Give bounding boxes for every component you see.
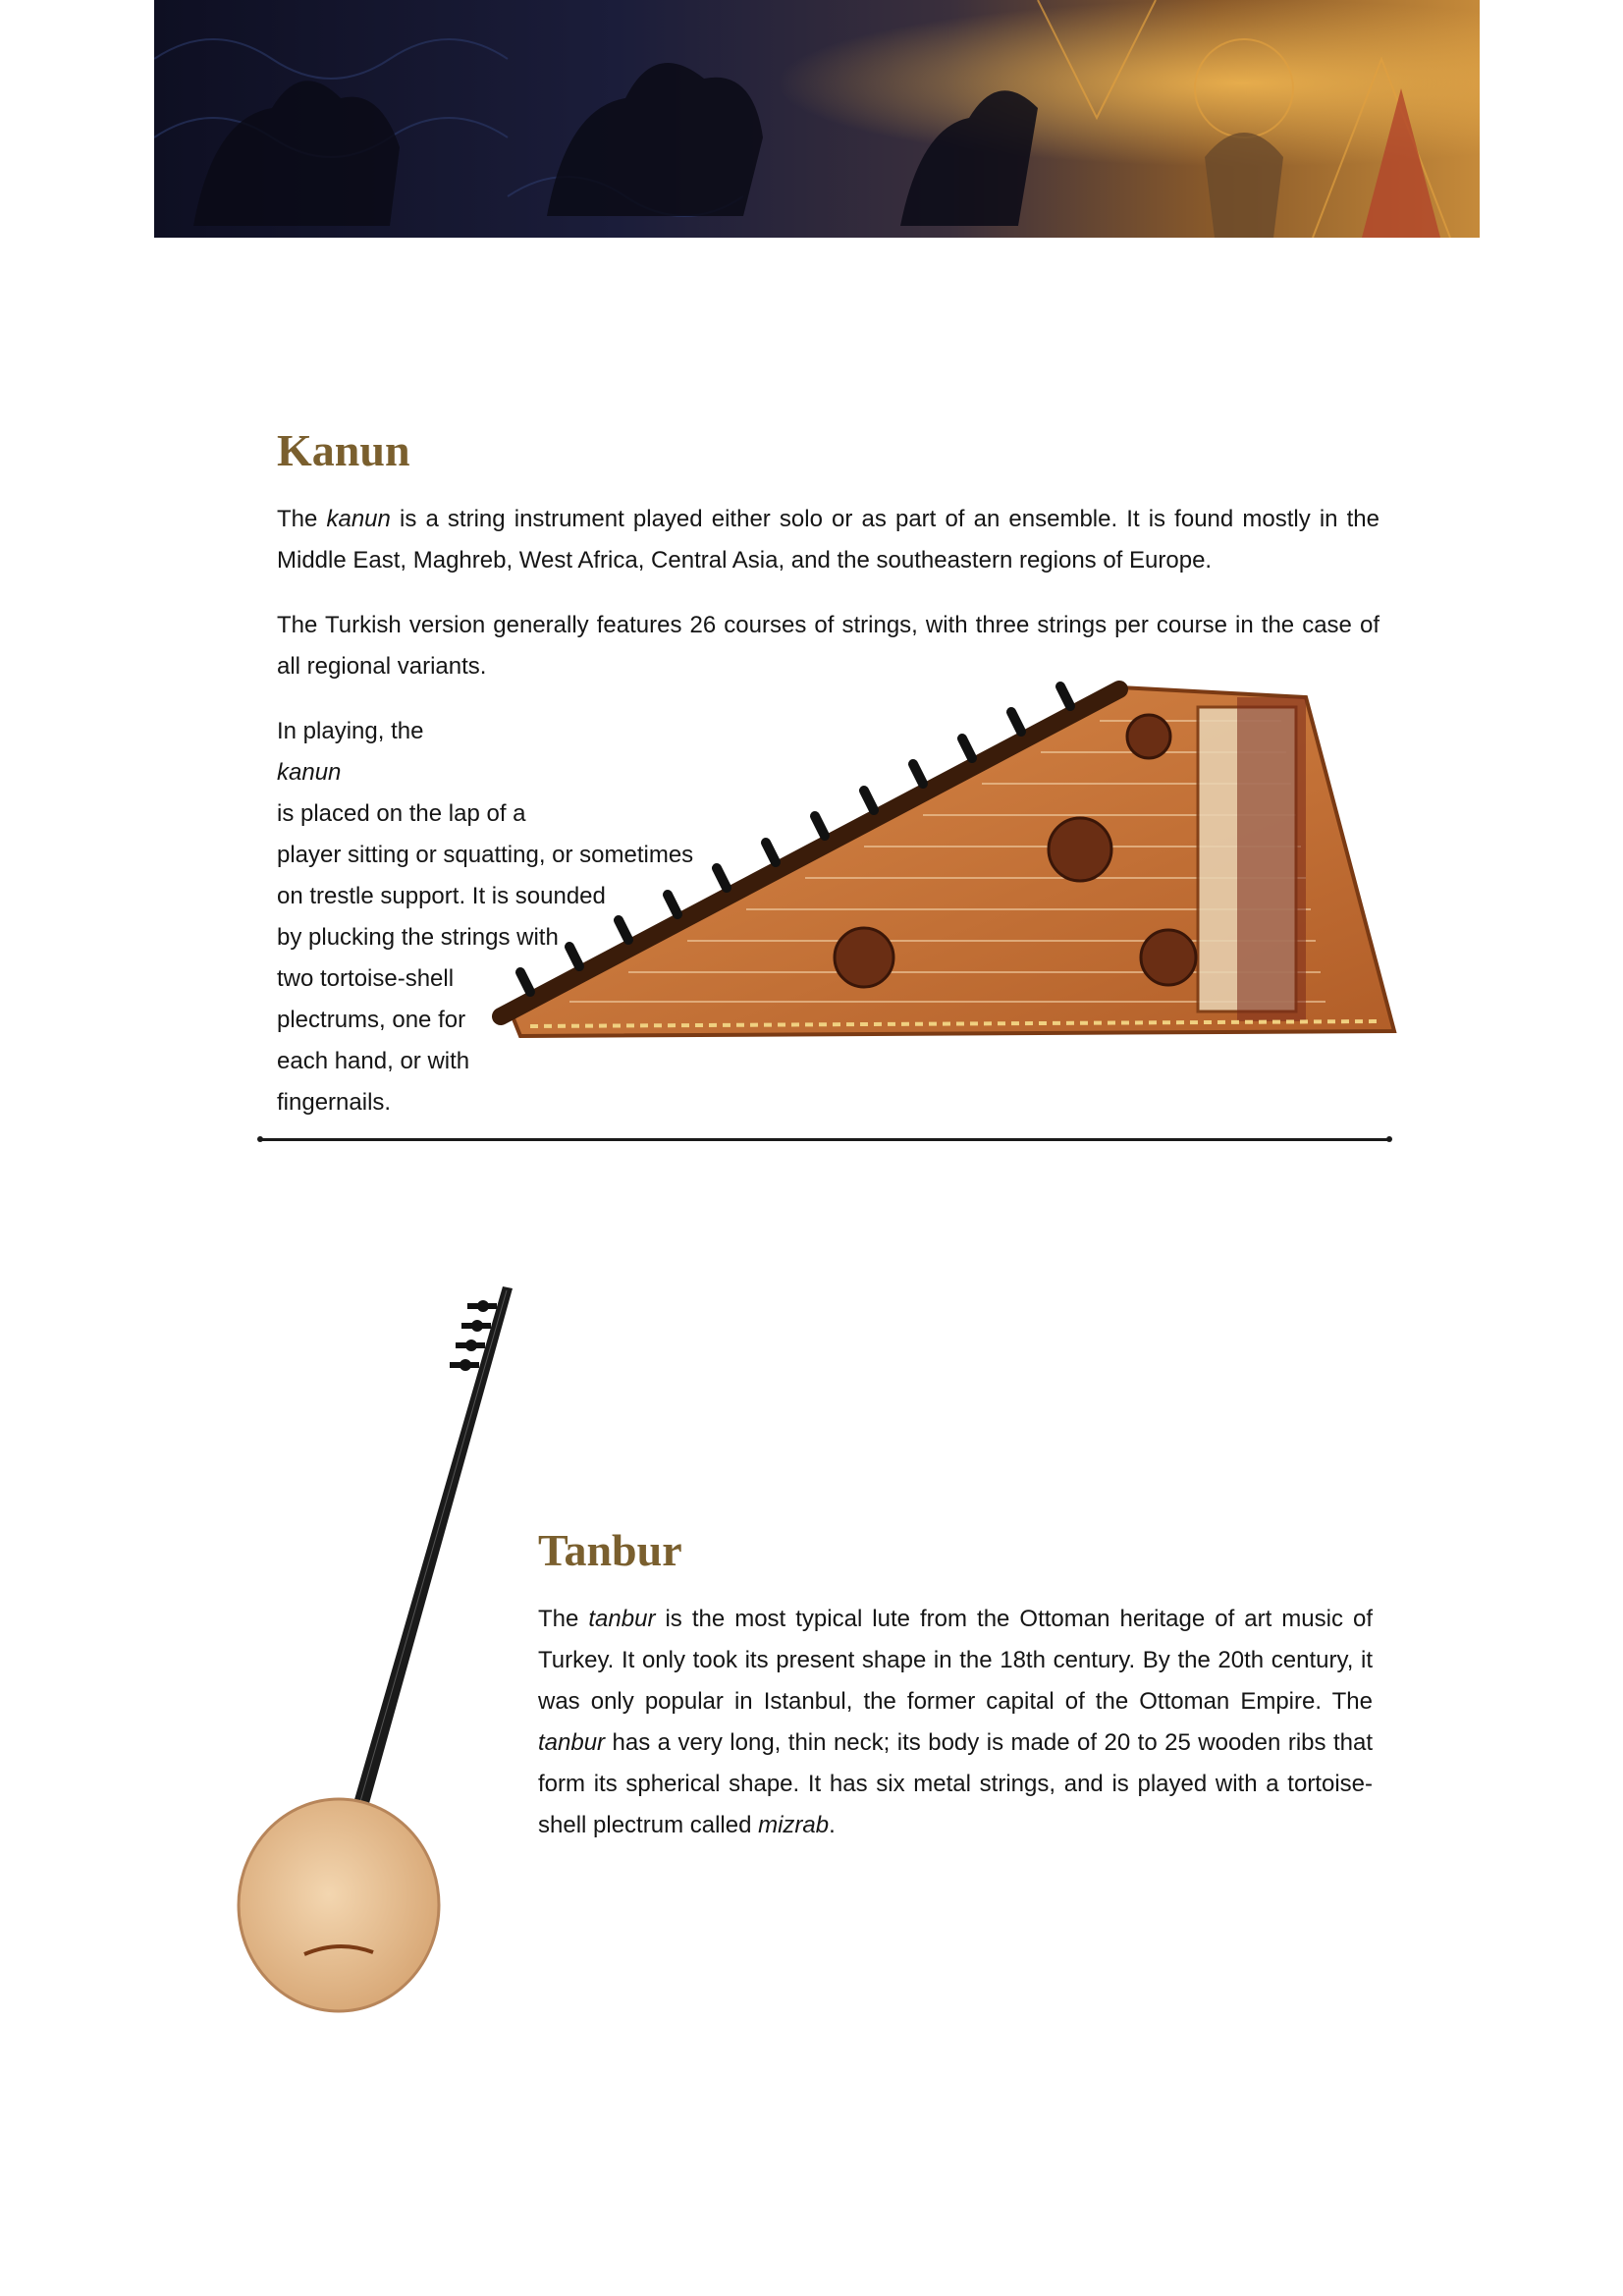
text-line: plectrums, one for	[277, 1007, 466, 1033]
text-run: In playing, the	[277, 718, 424, 744]
kanun-paragraph-intro	[277, 499, 1380, 581]
tanbur-instrument-image	[236, 1277, 530, 2023]
text-line: fingernails.	[277, 1089, 392, 1116]
section-divider	[260, 1138, 1389, 1141]
text-run: .	[829, 1812, 836, 1838]
tanbur-heading: Tanbur	[538, 1525, 682, 1575]
text-run: The	[538, 1606, 589, 1632]
kanun-heading: Kanun	[277, 425, 410, 475]
kanun-paragraph-turkish: The Turkish version generally features 26 courses of strings, with three strings per course in the case of all regional variants.	[277, 612, 1380, 680]
kanun-instrument-image	[491, 678, 1399, 1041]
kanun-term: kanun	[277, 759, 342, 786]
text-run: The	[277, 506, 327, 532]
text-line: by plucking the strings with	[277, 924, 559, 951]
mizrab-term: mizrab	[758, 1812, 830, 1838]
text-run: is the most typical lute from the Ottoman heritage of art music of Turkey. It only took its present shape in the 18th century. By the 20th century, it was only popular in Istanbul, the former capital of the Ottoman Empire. The	[538, 1606, 1374, 1715]
tanbur-paragraph	[538, 1599, 1373, 1846]
tanbur-term: tanbur	[588, 1606, 656, 1632]
kanun-term: kanun	[326, 506, 391, 532]
text-run: has a very long, thin neck; its body is made of 20 to 25 wooden ribs that form its spherical shape. It has six metal strings, and is played with a tortoise-shell plectrum called	[538, 1729, 1373, 1838]
text-line: player sitting or squatting, or sometimes	[277, 842, 694, 868]
header-banner-image	[154, 0, 1480, 238]
text-run: is placed on the lap of a	[277, 800, 526, 827]
text-line: two tortoise-shell	[277, 965, 455, 992]
text-line: on trestle support. It is sounded	[277, 883, 606, 909]
tanbur-term: tanbur	[538, 1729, 606, 1756]
text-run: is a string instrument played either solo or as part of an ensemble. It is found mostly in the Middle East, Maghreb, West Africa, Central Asia, and the southeastern regions of Europe.	[277, 506, 1380, 574]
text-line: each hand, or with	[277, 1048, 470, 1074]
